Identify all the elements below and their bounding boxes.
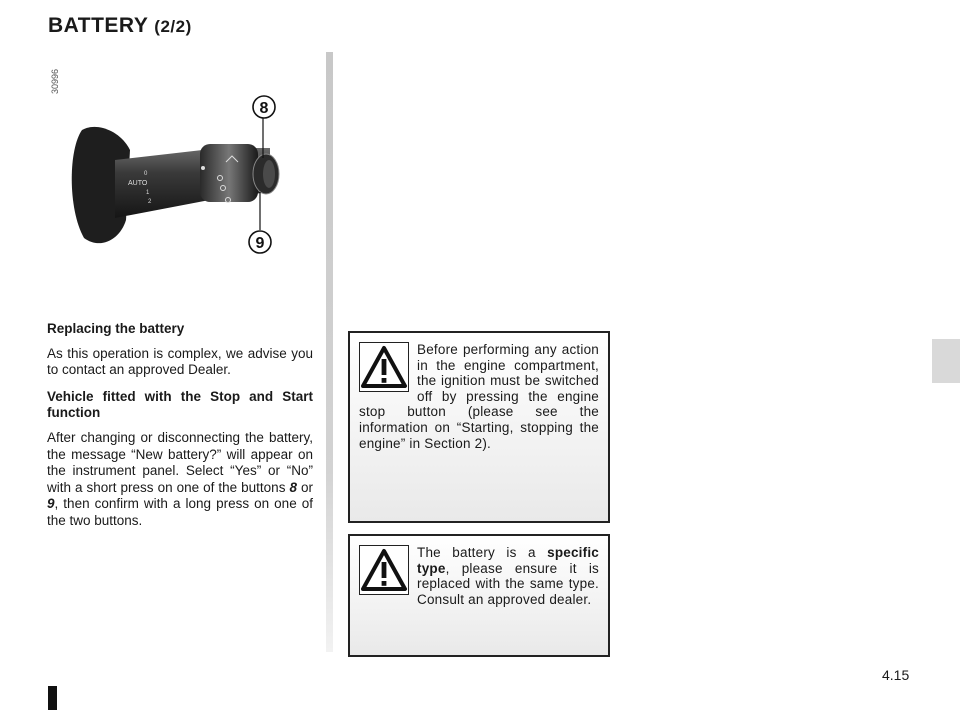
title-subtitle: (2/2): [154, 17, 192, 36]
warning-triangle-icon: [359, 342, 409, 392]
w2-start: The battery is a: [417, 545, 548, 560]
para2-or: or: [296, 479, 313, 495]
page-title: [48, 14, 192, 38]
button-ref-8: 8: [289, 479, 297, 495]
warning-triangle-icon: [359, 545, 409, 595]
stalk-label-zero: 0: [144, 171, 148, 177]
button-ref-9: 9: [47, 496, 55, 512]
column-divider: [326, 52, 333, 652]
paragraph-new-battery: [47, 430, 313, 530]
para2-end: , then confirm with a long press on one of the two buttons.: [47, 496, 313, 528]
warning-text-battery-type: [417, 545, 599, 607]
stalk-label-two: 2: [148, 199, 152, 205]
body-text: [47, 321, 313, 530]
stalk-label-auto: AUTO: [128, 180, 148, 187]
w2-bold: specific type: [417, 545, 599, 576]
page-number: 4.15: [882, 667, 910, 683]
stalk-label-one: 1: [146, 190, 150, 196]
para2-start: After changing or disconnecting the battery, the message “New battery?” will appear on the instrument panel. Select “Yes” or “No” with a short press on one of the buttons: [47, 429, 313, 495]
callout-9-label: 9: [255, 235, 265, 252]
warning-text-ignition: Before performing any action in the engine compartment, the ignition must be switched off by pressing the engine stop button (please see the information on “Starting, stopping the engine” in Section 2).: [359, 342, 599, 451]
heading-replacing-battery: Replacing the battery: [47, 321, 185, 336]
callout-8-label: 8: [259, 100, 269, 117]
stalk-illustration: [60, 90, 300, 270]
title-main: BATTERY: [48, 14, 148, 37]
warning-box-ignition: [348, 331, 610, 523]
corner-mark: [48, 686, 57, 710]
warning-box-battery-type: [348, 534, 610, 657]
figure-reference: 30996: [50, 68, 60, 94]
paragraph-advise-dealer: As this operation is complex, we advise you to contact an approved Dealer.: [47, 345, 313, 378]
section-tab: [932, 339, 960, 383]
w2-end: , please ensure it is replaced with the same type. Consult an approved dealer.: [417, 560, 599, 607]
heading-stop-start: Vehicle fitted with the Stop and Start function: [47, 388, 313, 421]
